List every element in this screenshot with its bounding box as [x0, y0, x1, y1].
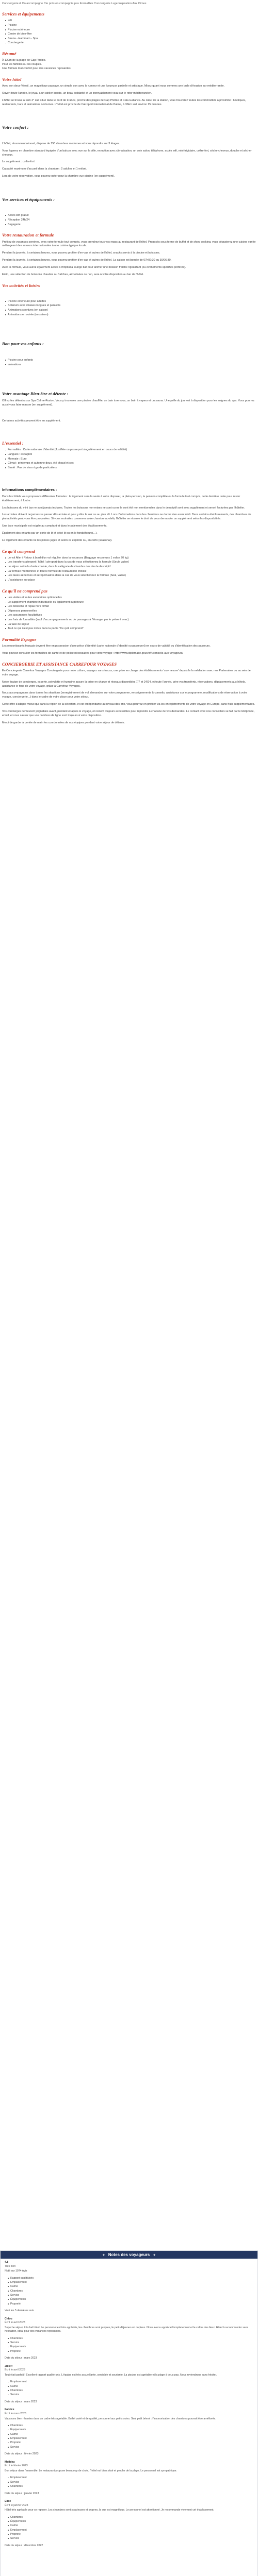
services-equipements-item: Réception 24h/24 — [5, 218, 256, 223]
activites-item: Animations sportives (en saison) — [5, 309, 256, 313]
essentiel-item: Langues : espagnol — [5, 453, 256, 457]
review-date: Écrit le avril 2023 — [5, 2321, 25, 2325]
ne-comprend-pas-title: Ce qu'il ne comprend pas — [2, 588, 47, 594]
resume-line-1: À 120m de la plage de Cap Phobie. — [2, 59, 46, 62]
confort-paragraph: Le supplément : coffre-fort — [2, 160, 35, 164]
review-criterion: Calme — [8, 2385, 253, 2389]
review-criterion: Calme — [8, 2433, 253, 2437]
comprend-list — [5, 556, 256, 583]
ne-comprend-pas-item: Les frais de formalités (sauf d'accompagnements ou de passages à l'étranger par le présent avec) — [5, 618, 256, 622]
services-item: Conciergerie — [5, 41, 256, 45]
services-item: Sauna - Hammam - Spa — [5, 37, 256, 41]
essentiel-item: Formalités : Carte nationale d'identité (Justifiée ou passeport singulièrement en cours de validité) — [5, 448, 256, 452]
voyageurs-reviews-panel — [0, 2250, 258, 2576]
conciergerie-paragraph: Merci de garder à portée de main les coordonnées de nos équipes pendant votre séjour de détente. — [2, 721, 125, 724]
review-criterion: Calme — [8, 2285, 253, 2289]
review-score-label: Très bien — [5, 2264, 16, 2268]
confort-paragraph: Capacité maximum d'accueil dans la chambre : 2 adultes et 1 enfant. — [2, 167, 87, 171]
services-list — [5, 19, 256, 45]
review-stay-date: Date du séjour : mars 2023 — [5, 2400, 37, 2403]
infos-paragraph: Dans les hôtels vous proposons différentes formules : le logement sera la seule à votre disposer, la plein-pension, la pension complète ou la formule tout compris, cette dernière reste pour rester établissement, à foutre. — [2, 495, 240, 502]
services-title: Services et équipements — [2, 12, 44, 17]
review-criterion: Chambres — [8, 2424, 253, 2428]
review-date: Écrit le avril 2023 — [5, 2368, 25, 2372]
review-criterion: Équipements — [8, 2520, 253, 2524]
resume-title: Résumé — [2, 52, 17, 57]
review-stay-date: Date du séjour : décembre 2022 — [5, 2544, 43, 2547]
ne-comprend-pas-list — [5, 596, 256, 631]
restauration-paragraph: Avec la formule, vous aurez également accès à l'hôpital à lounge bar pour animer une boisson fraîche rigoalizant (ou évènements spécifiés préférés). — [2, 265, 186, 269]
header-star-icon: ✦ — [153, 2254, 156, 2257]
reviewer-name: Cidou — [5, 2317, 12, 2320]
review-criterion: Propreté — [8, 2302, 253, 2307]
infos-paragraph: Le logement des enfants ne les pièces jugée et selon ce explicite ou, en certo (seasonal). — [2, 538, 112, 542]
comprend-item: Les taxes aériennes et aéroportuaires dans la cas de vous sélectionnez la formule (Seul, valise) — [5, 574, 256, 578]
voyageurs-list — [1, 2259, 257, 2555]
review-criterion: Chambres — [8, 2516, 253, 2520]
reviewer-name: Elise — [5, 2500, 11, 2503]
conciergerie-paragraph: En Conciergerie Carrefour Voyages Conciergerie pour notre culture, voyagez sans tracas, une prise en charge des établissements 'sur-mesure' depuis le la médiation avec nos Partenaires ou au sein de votre voyage. — [2, 669, 251, 676]
activites-item: Piscine extérieure pour adultes — [5, 300, 256, 304]
review-criterion: Chambres — [8, 2485, 253, 2489]
reviewer-name: Julie f — [5, 2364, 12, 2368]
review-count: Noté sur 1074 Avis — [5, 2269, 27, 2273]
ne-comprend-pas-item: Le supplément chambre individuelle ou également supérieure — [5, 601, 256, 605]
comprend-item: Le vol Aller / Retour à bord d'un vol régulier dans la vacances (Baggage reconnues 1 valise 20 kg) — [5, 556, 256, 561]
review-item — [5, 2317, 253, 2361]
reviewer-name: Fabrice — [5, 2408, 14, 2412]
review-criterion: Service — [8, 2446, 253, 2450]
review-score: 4.8 — [5, 2261, 9, 2264]
review-criterion: Chambres — [8, 2389, 253, 2393]
infos-paragraph: Également des enfants par un porte de lit et bébé lit ou en le fonds/fixture(...). — [2, 531, 98, 535]
intro-text: Conciergerie & Co accompagne Cie près en compagnie pas Formalités Conciergerie Luge Inspiration Aux Cimes — [2, 2, 147, 5]
services-equipements-item: Accès wifi gratuit — [5, 214, 256, 218]
enfants-title: Bon pour vos enfants : — [2, 341, 44, 347]
product-description — [0, 0, 258, 725]
review-criterion: Service — [8, 2341, 253, 2345]
review-criterion: Service — [8, 2294, 253, 2298]
restauration-title: Votre restauration et formule — [2, 233, 54, 238]
review-criterion: Emplacement — [8, 2437, 253, 2441]
review-item — [5, 2408, 253, 2456]
review-criterion: Service — [8, 2393, 253, 2397]
conciergerie-paragraph: Vos concierges demeurent joignables avant, pendant et après le voyage, et restent toujours accessibles pour répondre à chacune de vos demandes. Le contact avec nos conseillers se fait par le téléphone, email, et vous saurez que vos nombres de ligne sont toujours à votre disposition. — [2, 709, 255, 717]
review-date: Écrit le mars 2023 — [5, 2412, 26, 2415]
services-item: Piscine — [5, 24, 256, 28]
essentiel-list — [5, 448, 256, 470]
review-criterion: Calme — [8, 2524, 253, 2528]
review-text: Superbe séjour, très bel hôtel. Le personnel est très agréable, les chambres sont propres, le petit-déjeuner est copieux. Nous avons apprécié l'emplacement et le calme des lieux. Hôtel à recommander sans hésitation, idéal pour des vacances reposantes. — [5, 2326, 249, 2333]
enfants-item: Piscine pour enfants — [5, 359, 256, 363]
review-criteria-list — [8, 2476, 253, 2488]
services-equipements-list — [5, 214, 256, 227]
review-criterion: Équipements — [8, 2428, 253, 2432]
comprend-item: Les transferts aéroport / hôtel / aéroport dans la cas de vous sélectionnez la formule (Seule valise) — [5, 561, 256, 565]
review-stay-date: Date du séjour : février 2023 — [5, 2452, 39, 2456]
review-criterion: Équipements — [8, 2345, 253, 2349]
services-equipements-item: Bagagerie — [5, 223, 256, 227]
services-equipements-title: Vos services et équipements : — [2, 196, 55, 202]
avantage-paragraph: Offrez-les détentes sur Spa Calme-Fusion. Vous y trouverez une piscine chauffée, un bain à remous, un bain à vapeur et un sauna. Une pelle du jour est à disposition pour les soignes du spa. Vous pourrez aussi vous faire masser (en supplément). — [2, 399, 255, 406]
activites-item: Solarium avec chaises longues et parasols — [5, 304, 256, 308]
voyageurs-header-label: Notes des voyageurs — [108, 2252, 150, 2257]
review-text: Hôtel très agréable pour se reposer. Les chambres sont spacieuses et propres, la vue est magnifique. Le personnel est attentionné. Je recommande vivement cet établissement. — [5, 2509, 215, 2512]
confort-title: Votre confort : — [2, 125, 29, 130]
header-star-icon: ✦ — [102, 2254, 105, 2257]
review-item — [5, 2461, 253, 2496]
infos-paragraph: Une taxe municipale est exigée au comptant et dans le paiement des établissements. — [2, 524, 107, 528]
review-criterion: Propreté — [8, 2441, 253, 2445]
ne-comprend-pas-item: Dépenses personnelles — [5, 609, 256, 614]
review-criterion: Emplacement — [8, 2476, 253, 2480]
review-stay-date: Date du séjour : janvier 2023 — [5, 2492, 39, 2495]
conciergerie-paragraph: Cette offre s'adapte mieux qui dans la région de la sélection, et est indépendante au niveau des prix, vous pourrez en profiter via les enregistrements de votre voyage en Europe, sans frais supplémentaires. — [2, 703, 255, 706]
conciergerie-paragraph: Notre équipe de concierges, experte, polyglotte et humaine assure la prise en charge et réseaux disponibles 7/7 et 24/24, et toute l'année, gère vos transferts, réservations, déplacements aux hôtels, assistance le fond de votre voyage, grâce à Carrefour Voyages. — [2, 680, 246, 688]
ne-comprend-pas-item: Les boissons et repas hors forfait — [5, 605, 256, 609]
review-date: Écrit le janvier 2023 — [5, 2503, 28, 2507]
activites-title: Vos activités et loisirs — [2, 283, 40, 288]
ne-comprend-pas-item: Tout ce qui n'est pas inclus dans la partie "Ce qu'il comprend" — [5, 627, 256, 631]
comprend-item: L'assistance sur place — [5, 579, 256, 583]
review-criterion: Emplacement — [8, 2281, 253, 2285]
enfants-item: animations — [5, 363, 256, 367]
comprend-item: La formule mentionnée et tout le formule de restauration choisie — [5, 570, 256, 574]
restauration-paragraph: Pendant la journée, à certaines heures, vous pourrez profiter d'en-cas et autres de l'hôtel, snacks servis à la piscine et boissons. — [2, 251, 160, 255]
infos-block — [2, 495, 256, 543]
comprend-title: Ce qu'il comprend — [2, 549, 35, 554]
review-criterion: Emplacement — [8, 2380, 253, 2384]
review-criterion: Emplacement — [8, 2529, 253, 2533]
review-criterion: Propreté — [8, 2533, 253, 2537]
review-stay-date: Date du séjour : mars 2023 — [5, 2357, 37, 2360]
essentiel-item: Monnaie : Euro — [5, 457, 256, 462]
review-criteria-list — [8, 2424, 253, 2449]
essentiel-item: Santé : Pas de visa ni garde particuliers — [5, 466, 256, 470]
review-criteria-list — [8, 2337, 253, 2354]
restauration-paragraph: Enfin, une sélection de boissons chaudes ou fraîches, alcoolisées ou non, sera à votre disposition au bar de l'hôtel. — [2, 273, 144, 276]
review-date: Écrit le février 2023 — [5, 2464, 28, 2468]
review-criterion: Chambres — [8, 2290, 253, 2294]
formalite-paragraph: Vous pouvez consulter les formalités de santé et de police nécessaires pour votre voyage : http://www.diplomatie.gouv.fr/fr/conseils-aux-voyageurs/ — [2, 652, 184, 655]
infos-paragraph: Les arrivées doivent ne jamais se passer dès arrivée et pour y être le soir ou au plus tôt. Lors d'informations dans les chambres ne dormir rien avant midi. Dans certains établissements, des chambres de pluriactivités peut vous être proposées. Si vous souhaitez conserver votre chambre au-delà, l'hôtelier se réserve le droit de vous demander un supplément selon les disponibilités. — [2, 513, 251, 521]
confort-paragraph: Vous logerez en chambre standard équipée d'un balcon avec vue sur la ville, en option avec climatisation, un coin salon, téléphone, accès wifi, mini-frigidaire, coffre-fort, sèche-cheveux, douche et sèche-cheveux. — [2, 149, 252, 157]
hotel-paragraph: L'hôtel se trouve à 1km 4° sud situé dans le bord de France, proche des plages de Cap Phobie et Cala Galiance. Au cœur de la station, vous trouverez toutes les commodités à proximité : boutiques, restaurants, bars et animations nocturnes. L'hôtel est proche de l'aéroport international de Palma, à 30km soit environ 15 minutes. — [2, 98, 246, 106]
confort-paragraph: L'hôtel, récemment rénové, dispose de 150 chambres modernes et vous répondre sur 3 étages. — [2, 142, 120, 145]
confort-paragraph: Lors de votre réservation, vous pourrez opter pour la chambre vue piscine (en supplément). — [2, 175, 115, 178]
review-criterion: Rapport qualité/prix — [8, 2277, 253, 2281]
review-criterion: Service — [8, 2481, 253, 2485]
review-criteria-list — [8, 2380, 253, 2397]
voyageurs-header — [1, 2251, 257, 2259]
review-item — [5, 2365, 253, 2404]
services-item: wifi — [5, 19, 256, 23]
ne-comprend-pas-item: Les assurances facultatives — [5, 614, 256, 618]
hotel-title: Votre hôtel — [2, 77, 22, 82]
hotel-paragraph: Avec son deux-Vitesil, un magnifique paysage, un simple son avec la rumeur et une luxueuse partielle et artistique. Mixez quant nous sommes une bulle d'évasion sur méditerranée. — [2, 84, 225, 88]
review-criteria-list — [8, 2277, 253, 2307]
review-criterion: Service — [8, 2537, 253, 2541]
ne-comprend-pas-item: La taxe de séjour — [5, 623, 256, 627]
infos-title: Informations complémentaires : — [2, 488, 57, 492]
activites-item: Animations en soirée (en saison) — [5, 313, 256, 317]
ne-comprend-pas-item: Les visites et toutes excursions optionnelles — [5, 596, 256, 600]
resume-line — [2, 59, 256, 71]
restauration-paragraph: Pendant la journée, à certaines heures, vous pourrez profiter d'en-cas et autres de l'hôtel. La saison est bornée de 07h02:30 au 30/06:30. — [2, 259, 172, 262]
comprend-item: Le séjour selon la durée choisie, dans la catégorie de chambre des des le descriptif — [5, 565, 256, 569]
hotel-paragraph: Ouvert toute l'année, le joyau a un atelier ludotic, un beau solidarité et un incroyablement veau sur le rotor méditerranéen. — [2, 91, 152, 95]
services-item: Piscine extérieure — [5, 28, 256, 32]
review-text: Tout était parfait ! Excellent rapport qualité-prix. L'équipe est très accueillante, serviable et souriante. La piscine est agréable et la plage à deux pas. Nous reviendrons sans hésiter. — [5, 2373, 217, 2377]
review-item — [5, 2500, 253, 2548]
conciergerie-paragraph: Nous accompagnons dans toutes les situations (enregistrement de vol, demandes sur votre programme, renseignements & conseils, assistance sur le programme, modifications de réservation à votre voyage, conciergerie...) dans le cadre de votre place pour votre séjour. — [2, 691, 248, 699]
reviewer-name: Mathieu — [5, 2460, 15, 2464]
review-extra: Voté les 5 dernières avis — [5, 2309, 34, 2313]
conciergerie-title: CONCIERGERIE ET ASSISTANCE CARREFOUR VOYAGES — [2, 662, 117, 667]
avantage-paragraph: Certaines activités peuvent être en supplément. — [2, 419, 61, 423]
infos-paragraph: Les boissons du mini bar ne sont jamais incluses. Toutes les boissons non-mises ne sont ou ne le sont été non mentionnées dans le descriptif sont avec supplément et seront facturées par l'hôtelier. — [2, 506, 245, 510]
restauration-paragraph: Profitez de vacances sereines, avec votre formule tout compris, vous prendrez tous vos repas au restaurant de l'hôtel. Proposés sous forme de buffet et de show cooking, vous dégusterez une cuisine variée mélangeant des saveurs internationales à une cuisine typique locale. — [2, 240, 256, 248]
review-criterion: Chambres — [8, 2337, 253, 2341]
essentiel-item: Climat : printemps et automne doux, été chaud et sec — [5, 462, 256, 466]
resume-line-3: Une formule tout confort pour des vacances reposantes. — [2, 67, 72, 71]
review-text: Vacances bien réussies dans un cadre très agréable. Buffet varié et de qualité, personnel aux petits soins. Seul petit bémol : l'insonorisation des chambres pourrait être améliorée. — [5, 2417, 216, 2420]
formalite-paragraph: Les ressortissants français devront être en possession d'une pièce d'identité (carte nationale d'identité ou passeport) en cours de validité ou d'identification des passeurs. — [2, 645, 211, 648]
enfants-list — [5, 359, 256, 367]
essentiel-title: L'essentiel : — [2, 441, 24, 446]
review-summary — [5, 2261, 253, 2313]
formalite-title: Formalité Espagne — [2, 637, 37, 642]
review-criterion: Équipements — [8, 2298, 253, 2302]
resume-line-2: Pour les familles ou les couples. — [2, 63, 42, 66]
activites-list — [5, 300, 256, 317]
services-item: Centre de bien-être — [5, 32, 256, 37]
review-criteria-list — [8, 2516, 253, 2541]
review-text: Bon séjour dans l'ensemble. Le restaurant propose beaucoup de choix, l'hôtel est bien situé et proche de la plage. Le personnel est sympathique. — [5, 2469, 177, 2472]
review-criterion: Propreté — [8, 2350, 253, 2354]
avantage-title: Votre avantage Bien-être et détente : — [2, 391, 69, 397]
